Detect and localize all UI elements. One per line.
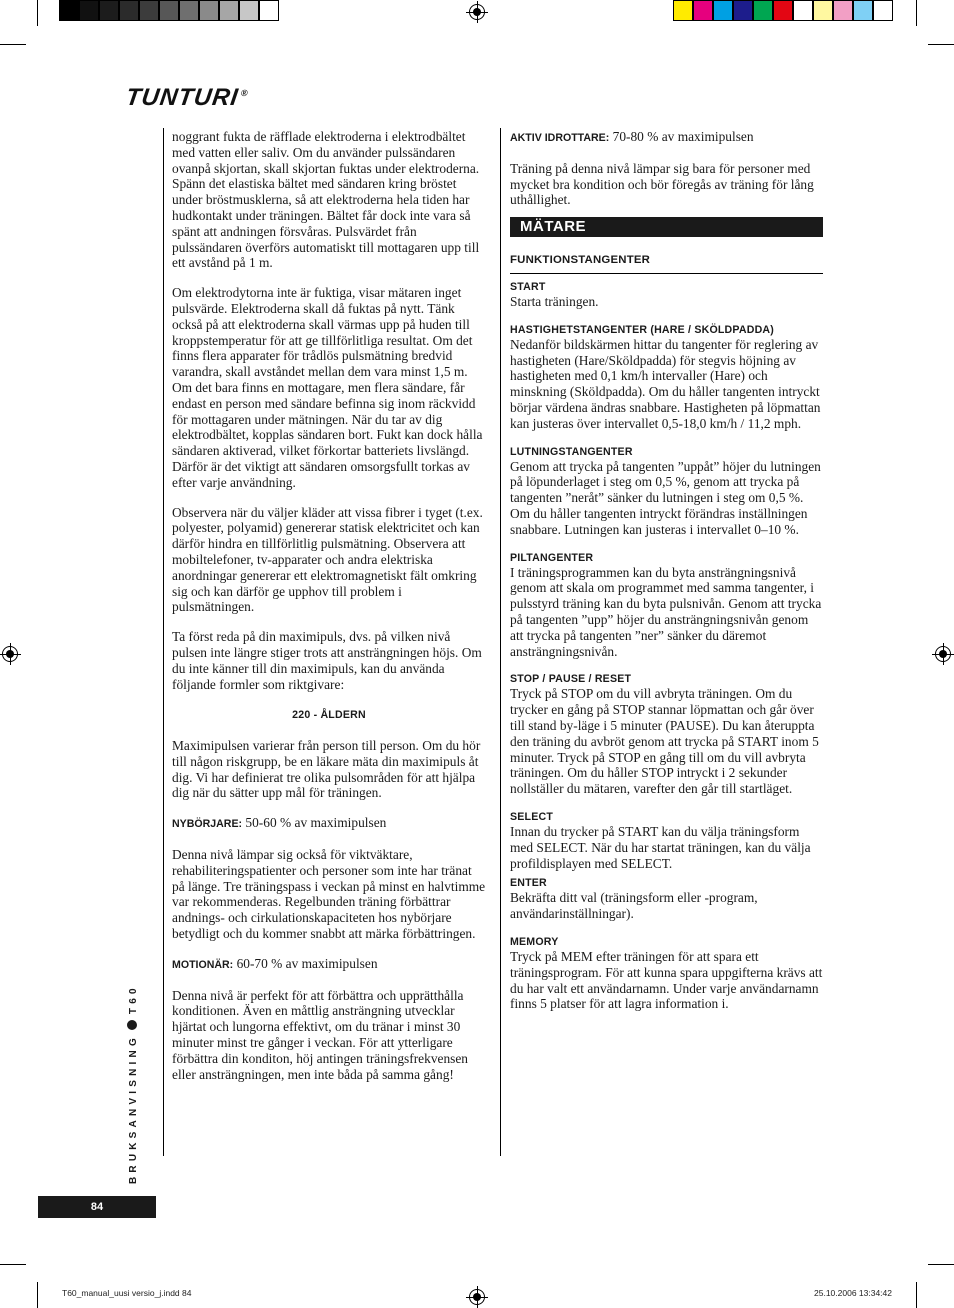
color-swatch <box>693 0 713 21</box>
crop-mark <box>37 1282 38 1308</box>
registration-mark-icon <box>469 4 485 20</box>
paragraph: Denna nivå är perfekt för att förbättra och upprätthålla konditionen. Även en måttlig ansträngning utvecklar hjärtat och lungorna effektivt, om du tränar i minst 30 minuter minst tre gånger i veckan. För att ytterligare förbättra din konditon, höj antingen träningsfrekvensen eller ansträngningen, men inte båda på samma gång! <box>172 987 469 1082</box>
model-label: T60 <box>128 984 139 1015</box>
color-swatch <box>873 0 893 21</box>
color-swatch <box>753 0 773 21</box>
key-heading: SELECT <box>510 810 553 823</box>
paragraph: Om elektrodytorna inte är fuktiga, visar mätaren inget pulsvärde. Elektroderna skall då fuktas på nytt. Tänk också på att elektroderna skall värmas upp på huden till kroppstemperatur för att ge tillförlitliga resultat. Om det finns flera apparater för trådlös pulsmätning bredvid varandra, skall avståndet mellan dem vara minst 1,5 m. Om det bara finns en mottagare, men flera sändare, får endast en person med sändare befinna sig inom räckvidd för mottagaren under mätningen. När du tar av dig elektrodbältet, kopplas sändaren bort. Fukt kan dock hålla sändaren aktiverad, vilket förkortar batteriets livslängd. Därför är det viktigt att sändaren omsorgsfullt torkas av efter varje användning. <box>172 285 483 490</box>
paragraph: Ta först reda på din maximipuls, dvs. på vilken nivå pulsen inte längre stiger trots att ansträngningen höjs. Om du inte känner till din maximipuls, kan du använda följande formler som riktgivare: <box>172 629 482 692</box>
level-label: MOTIONÄR: <box>172 958 234 971</box>
crop-mark <box>916 1282 917 1308</box>
paragraph: Observera när du väljer kläder att vissa fibrer i tyget (t.ex. polyester, polyamid) genererar statisk elektricitet och kan därför hindra en tillförlitlig pulsmätning. Observera att mobiltelefoner, tv-apparater och andra elektriska anordningar genererar ett elektromagnetiskt fält omkring sig och kan därför ge upphov till problem i pulsmätningen. <box>172 504 483 615</box>
color-swatch <box>853 0 873 21</box>
gray-swatch <box>119 0 139 21</box>
key-description: Tryck på MEM efter träningen för att spara ett träningsprogram. För att kunna spara uppgifterna krävs att du har valt ett användarnamn. Under varje användarnamn finns 5 platser för att lagra information i. <box>510 948 823 1012</box>
crop-mark <box>916 0 917 26</box>
key-description: Genom att trycka på tangenten ”uppåt” höjer du lutningen på löpunderlaget i steg om 0,5 %, genom att trycka på tangenten ”neråt” sänker du lutningen i steg om 0,5 %. Om du håller tangenten intryckt förändras inställningen snabbare. Lutningen kan justeras i intervallet 0–10 %. <box>510 458 821 537</box>
manual-label: BRUKSANVISNING <box>128 1034 139 1184</box>
key-heading: HASTIGHETSTANGENTER (HARE / SKÖLDPADDA) <box>510 323 775 336</box>
color-swatch <box>773 0 793 21</box>
key-heading: LUTNINGSTANGENTER <box>510 445 633 458</box>
color-swatch <box>673 0 693 21</box>
level-value: 70-80 % av maximipulsen <box>612 129 754 144</box>
color-swatch <box>833 0 853 21</box>
right-column <box>510 129 824 222</box>
color-swatch <box>733 0 753 21</box>
page-number: 84 <box>38 1196 156 1218</box>
gray-swatch <box>79 0 99 21</box>
gray-swatch <box>259 0 279 21</box>
gray-swatch <box>59 0 79 21</box>
bullet-icon <box>127 1020 137 1030</box>
key-description: Innan du trycker på START kan du välja träningsform med SELECT. När du har startat träningen, kan du välja profildisplayen med SELECT. <box>510 823 811 871</box>
key-description: Nedanför bildskärmen hittar du tangenter för reglering av hastigheten (Hare/Sköldpadda) för stegvis höjning av hastigheten med 0,1 km/h intervaller (Hare) och minskning (Sköldpadda). Om du håller tangenten intryckt börjar värdena ändras snabbare. Hastigheten på löpmattan kan justeras över intervallet 0,5-18,0 km/h / 11,2 mph. <box>510 336 821 431</box>
level-label: NYBÖRJARE: <box>172 818 243 831</box>
gray-swatch <box>199 0 219 21</box>
key-heading: PILTANGENTER <box>510 551 594 564</box>
brand-logo: TUNTURI® <box>124 84 250 111</box>
paragraph: Maximipulsen varierar från person till person. Om du hör till någon riskgrupp, be en läkare mäta din maximipuls åt dig. Vi har definierat tre olika pulsområden för att hjälpa dig när du sätter upp mål för träningen. <box>172 738 481 801</box>
footer-timestamp: 25.10.2006 13:34:42 <box>814 1288 892 1298</box>
key-description: Starta träningen. <box>510 294 599 309</box>
subsection-rule <box>510 273 823 274</box>
level-label: AKTIV IDROTTARE: <box>510 132 610 144</box>
level-value: 50-60 % av maximipulsen <box>245 815 387 831</box>
key-heading: MEMORY <box>510 935 559 948</box>
column-rule-middle <box>500 128 501 1156</box>
paragraph: Denna nivå lämpar sig också för viktväktare, rehabiliteringspatienter och personer som inte har tränat på länge. Tre träningspass i veckan på minst en halvtimme var rekommenderas. Regelbunden träning förbättrar andnings- och cirkulationskapaciteten hos nybörjare betydligt och du kommer snabbt att märka förbättringen. <box>172 847 486 942</box>
key-heading: ENTER <box>510 877 547 890</box>
color-swatch <box>793 0 813 21</box>
registration-mark-icon <box>2 646 18 662</box>
crop-mark <box>928 1264 954 1265</box>
level-value: 60-70 % av maximipulsen <box>236 955 378 971</box>
key-description: I träningsprogrammen kan du byta ansträngningsnivå genom att skala om programmet med samma tangenter, i pulsstyrd träning kan du byta pulsnivån. Genom att trycka på tangenten ”upp” höjer du ansträngningsnivån genom att trycka på tangenten ”ner” sänker du däremot ansträngningsnivån. <box>510 564 822 659</box>
subsection-heading: FUNKTIONSTANGENTER <box>510 254 651 266</box>
gray-swatch <box>99 0 119 21</box>
gray-swatch <box>239 0 259 21</box>
gray-swatch <box>179 0 199 21</box>
function-keys-list <box>510 281 824 1026</box>
footer-filename: T60_manual_uusi versio_j.indd 84 <box>62 1288 192 1298</box>
registration-mark-icon <box>935 646 951 662</box>
key-heading: START <box>510 281 546 293</box>
registration-mark-icon <box>469 1289 485 1305</box>
color-swatch <box>813 0 833 21</box>
section-title: MÄTARE <box>510 217 823 237</box>
right-column-lower <box>510 253 824 267</box>
crop-mark <box>0 1264 26 1265</box>
key-description: Tryck på STOP om du vill avbryta träningen. Om du trycker en gång på STOP stannar löpmattan och går över till stand by-läge i 5 minuter (PAUSE). Du kan återuppta den träning du avbröt genom att trycka på START inom 5 minuter. Tryck på STOP en gång till om du vill avbryta träningen. Om du håller STOP intryckt i 2 sekunder nollställer du mätaren, varefter den går till startläget. <box>510 686 819 797</box>
paragraph: noggrant fukta de räfflade elektroderna i elektrodbältet med vatten eller saliv. Om du använder pulssändaren ovanpå skjortan, skall skjortan fuktas under elektroderna. Spänn det elastiska bältet med sändaren kring bröstet under bröstmusklerna, så att elektroderna hela tiden har hudkontakt under träningen. Bältet får dock inte vara så spänt att andningen försvåras. Pulsvärdet från pulssändaren överförs automatiskt till mottagaren upp till ett avstånd på 1 m. <box>172 129 480 271</box>
key-heading: STOP / PAUSE / RESET <box>510 673 632 686</box>
key-description: Bekräfta ditt val (träningsform eller -program, användarinställningar). <box>510 890 758 922</box>
paragraph: Träning på denna nivå lämpar sig bara för personer med mycket bra kondition och bör föregås av träning för lång uthållighet. <box>510 160 814 208</box>
side-label <box>127 984 139 1184</box>
gray-swatch <box>219 0 239 21</box>
column-rule-left <box>163 128 164 1156</box>
crop-mark <box>928 44 954 45</box>
left-column <box>172 129 486 1096</box>
crop-mark <box>37 0 38 26</box>
crop-mark <box>0 44 26 45</box>
color-swatch <box>713 0 733 21</box>
gray-swatch <box>139 0 159 21</box>
formula: 220 - ÅLDERN <box>292 709 366 722</box>
gray-swatch <box>159 0 179 21</box>
